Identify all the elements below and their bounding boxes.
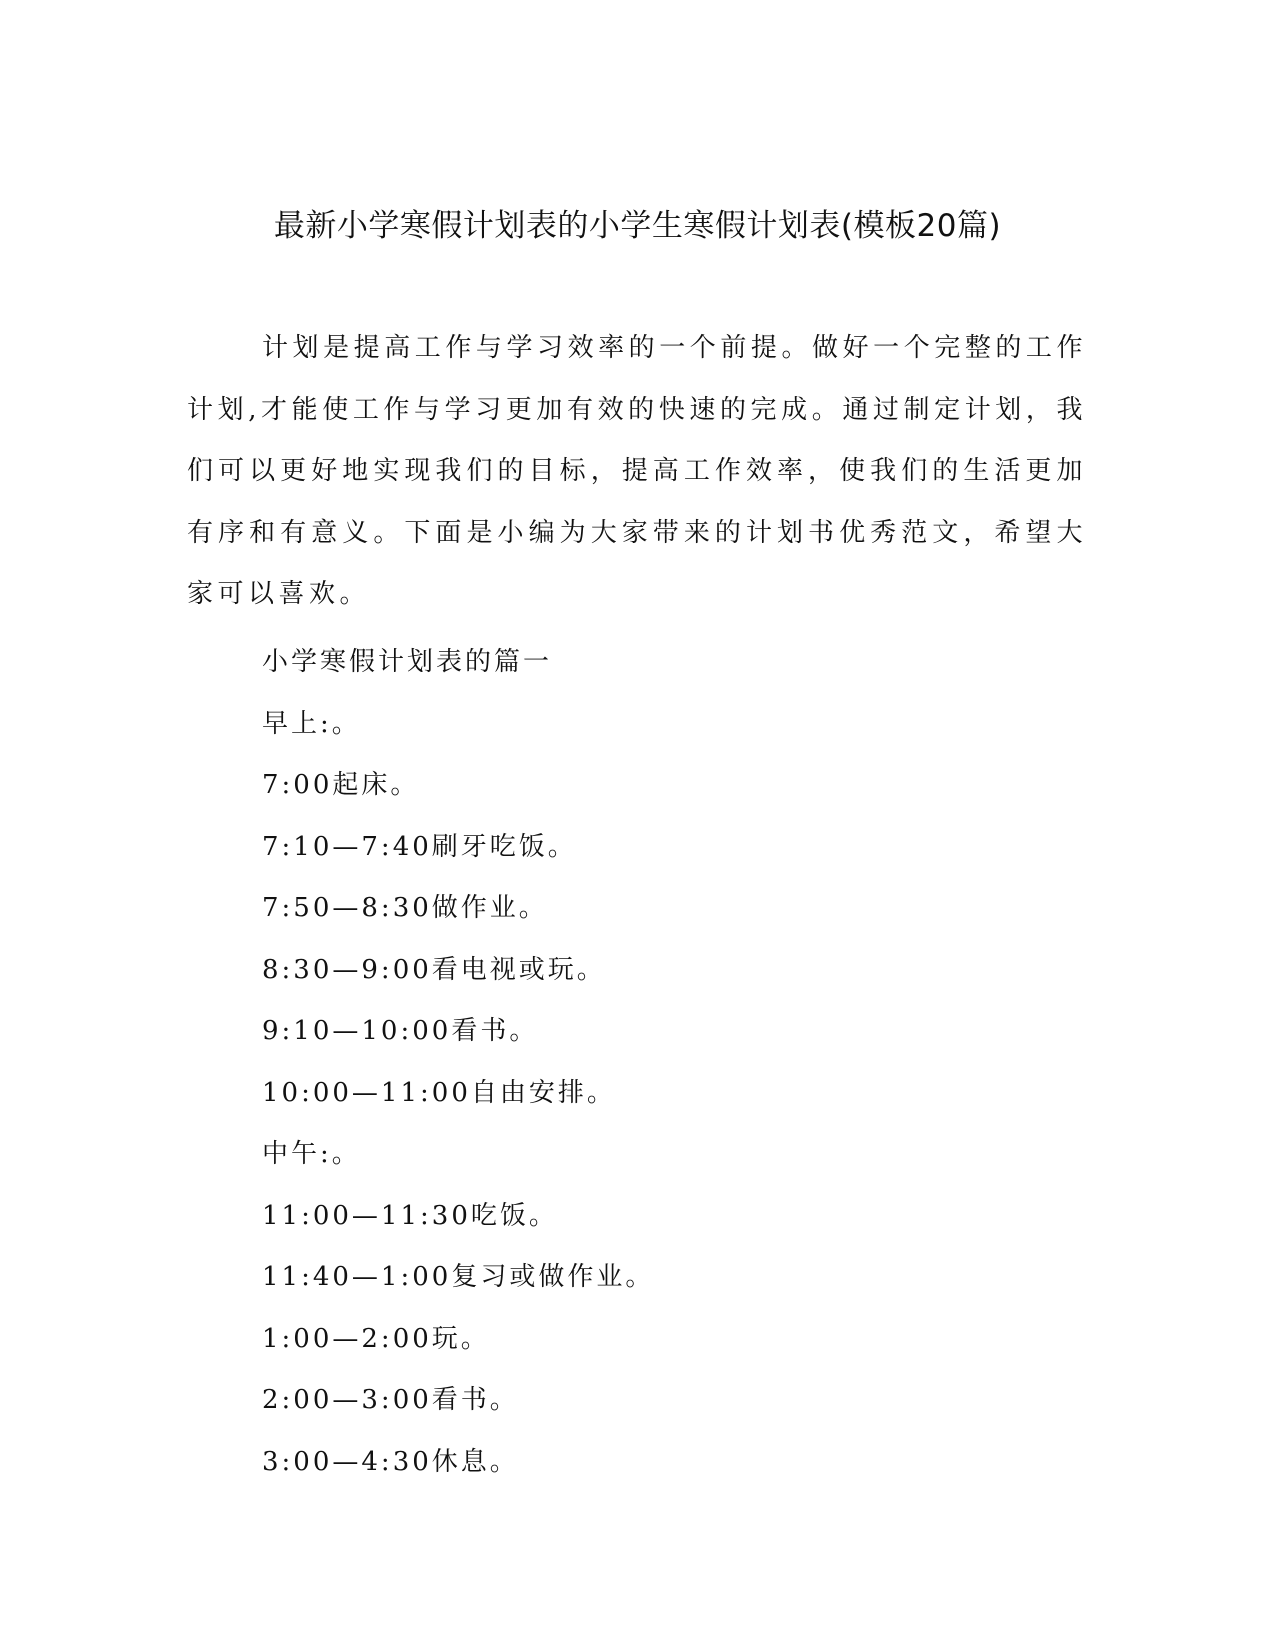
schedule-line: 7:50—8:30做作业。 [262, 893, 548, 923]
schedule-line: 9:10—10:00看书。 [262, 1016, 539, 1046]
schedule-line: 11:00—11:30吃饭。 [262, 1200, 558, 1231]
schedule-line: 11:40—1:00复习或做作业。 [262, 1262, 655, 1292]
schedule-line: 早上:。 [262, 708, 361, 739]
schedule-line: 中午:。 [262, 1139, 361, 1169]
schedule-line: 2:00—3:00看书。 [262, 1385, 519, 1415]
schedule-list [262, 632, 1082, 1493]
document-title: 最新小学寒假计划表的小学生寒假计划表(模板20篇) [273, 208, 1002, 244]
schedule-line: 7:00起床。 [262, 770, 420, 800]
schedule-line: 1:00—2:00玩。 [262, 1323, 490, 1354]
intro-paragraph: 计划是提高工作与学习效率的一个前提。做好一个完整的工作计划,才能使工作与学习更加有效的快速的完成。通过制定计划，我们可以更好地实现我们的目标，提高工作效率，使我们的生活更加有序和有意义。下面是小编为大家带来的计划书优秀范文，希望大家可以喜欢。 [187, 333, 1087, 609]
schedule-line: 7:10—7:40刷牙吃饭。 [262, 831, 577, 862]
schedule-line: 8:30—9:00看电视或玩。 [262, 954, 606, 985]
schedule-line: 3:00—4:30休息。 [262, 1446, 519, 1477]
schedule-line: 10:00—11:00自由安排。 [262, 1077, 616, 1108]
section-heading: 小学寒假计划表的篇一 [262, 647, 553, 677]
